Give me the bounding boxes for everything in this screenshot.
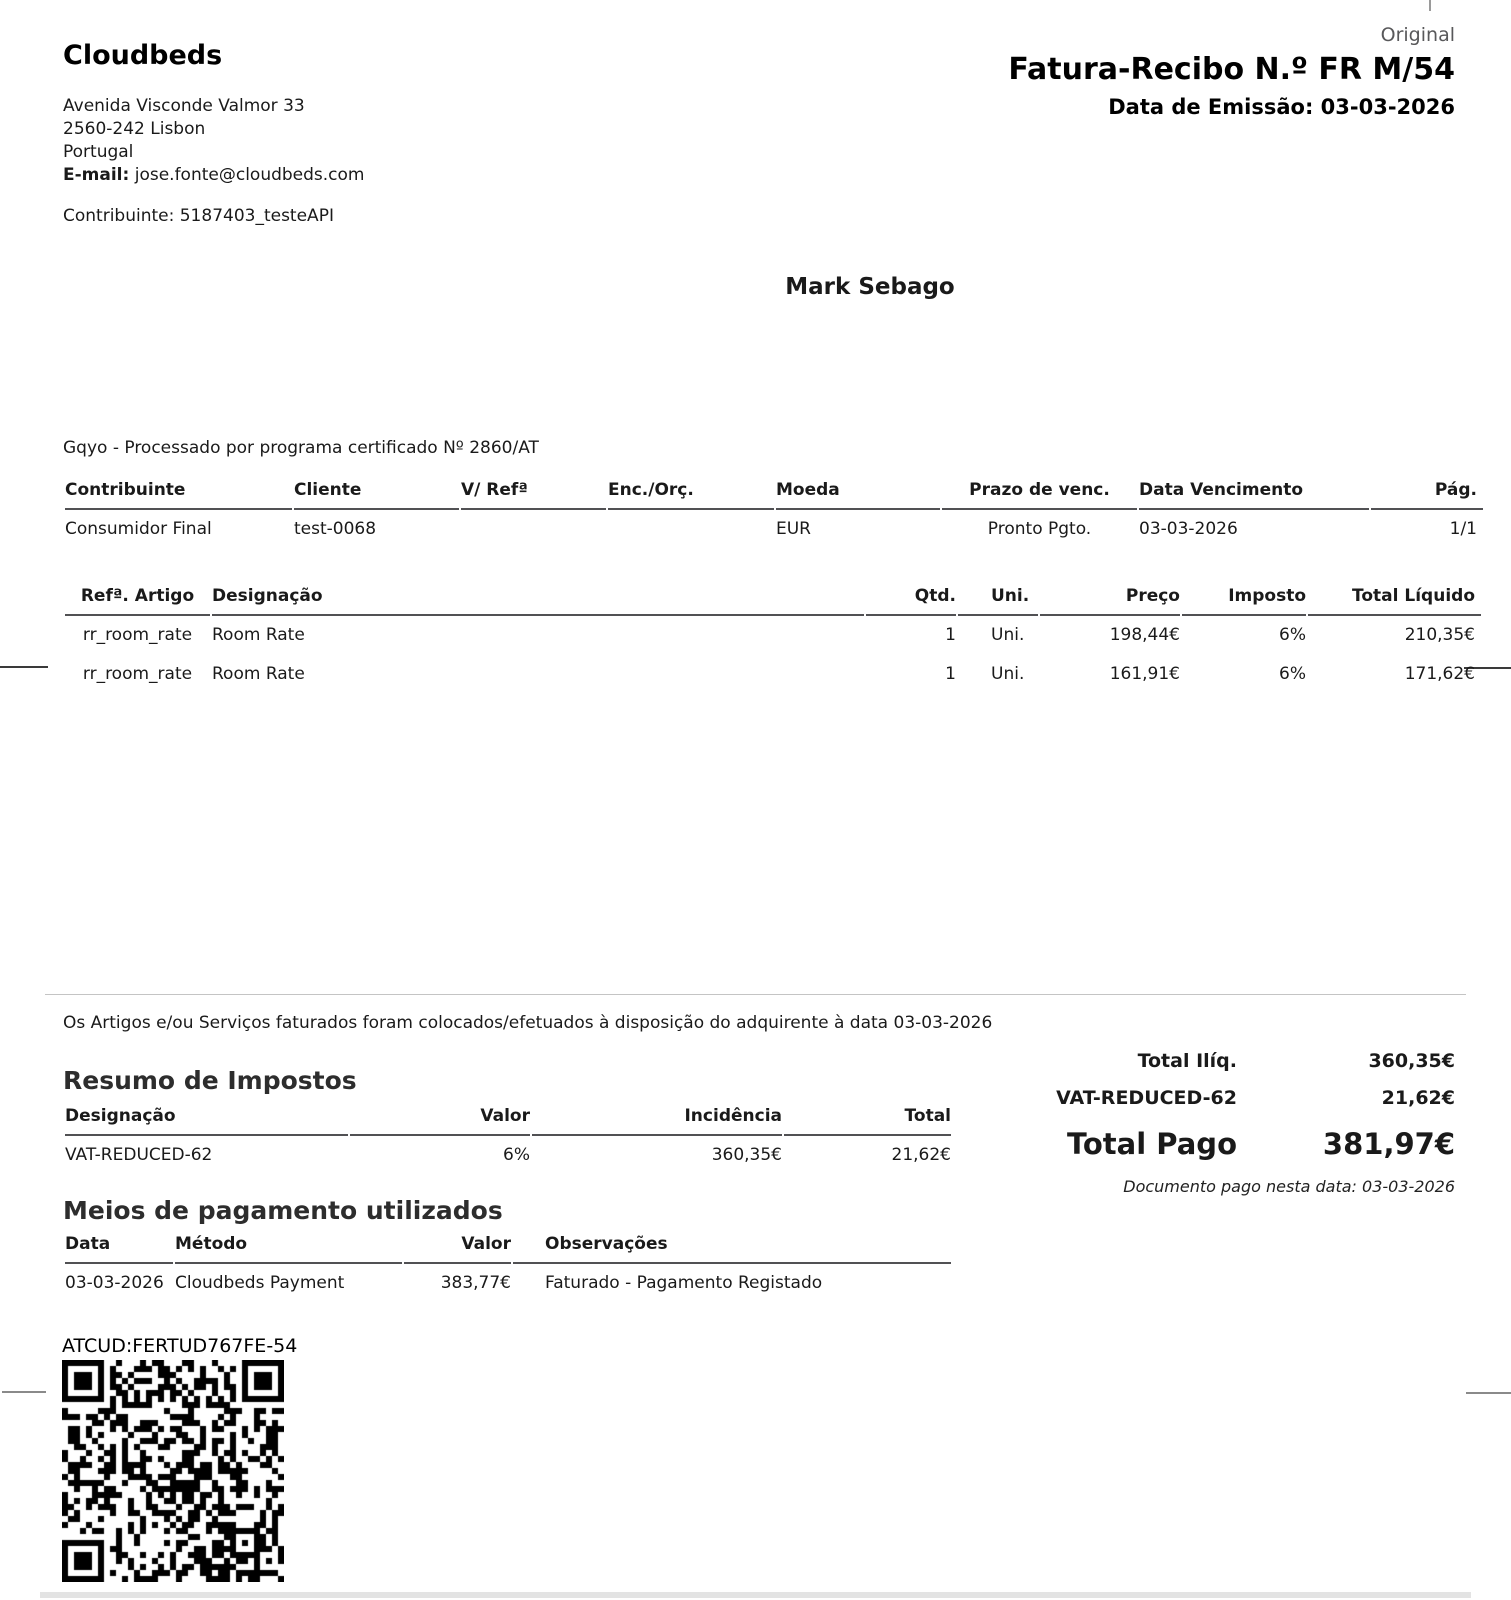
email-line	[63, 164, 365, 187]
col-header-metodo: Método	[175, 1232, 402, 1264]
total-paid-line	[1010, 1127, 1455, 1161]
col-header-valor: Valor	[350, 1104, 530, 1136]
col-header-moeda: Moeda	[776, 478, 940, 510]
address-line-1: Avenida Visconde Valmor 33	[63, 96, 305, 116]
cell-preco: 161,91€	[1109, 664, 1180, 684]
cell-valor: 6%	[503, 1145, 530, 1165]
col-header-ref-artigo: Refª. Artigo	[65, 584, 210, 616]
cell-qtd: 1	[945, 664, 956, 684]
cell-moeda: EUR	[776, 519, 811, 539]
payment-row	[65, 1264, 951, 1295]
total-illiq-value: 360,35€	[1368, 1050, 1455, 1072]
customer-name: Mark Sebago	[785, 274, 955, 300]
payments-table	[63, 1232, 953, 1295]
invoice-info-table	[63, 478, 1485, 541]
cell-ref-artigo: rr_room_rate	[82, 664, 193, 684]
col-header-data-vencimento: Data Vencimento	[1139, 478, 1369, 510]
cell-designacao: VAT-REDUCED-62	[65, 1145, 213, 1165]
cell-qtd: 1	[945, 625, 956, 645]
col-header-observacoes: Observações	[513, 1232, 951, 1264]
col-header-contribuinte: Contribuinte	[65, 478, 292, 510]
cell-ref-artigo: rr_room_rate	[82, 625, 193, 645]
email-value: jose.fonte@cloudbeds.com	[134, 165, 365, 185]
cell-total-liquido: 210,35€	[1404, 625, 1475, 645]
cell-uni: Uni.	[991, 664, 1025, 684]
cell-data-vencimento: 03-03-2026	[1139, 519, 1238, 539]
cell-total: 21,62€	[891, 1145, 951, 1165]
copy-label: Original	[1380, 24, 1455, 46]
cell-total-liquido: 171,62€	[1404, 664, 1475, 684]
tax-summary-title: Resumo de Impostos	[63, 1066, 357, 1095]
total-paid-label: Total Pago	[1066, 1127, 1237, 1161]
fold-mark-left-1	[0, 666, 48, 668]
total-illiq-label: Total Ilíq.	[1137, 1050, 1237, 1072]
qr-code	[62, 1360, 284, 1582]
totals-block	[1010, 1050, 1455, 1196]
paid-date-note: Documento pago nesta data: 03-03-2026	[1123, 1177, 1455, 1196]
fold-mark-left-2	[2, 1391, 46, 1393]
col-header-designacao: Designação	[65, 1104, 348, 1136]
cell-incidencia: 360,35€	[711, 1145, 782, 1165]
document-title: Fatura-Recibo N.º FR M/54	[1008, 52, 1455, 87]
cell-pag: 1/1	[1449, 519, 1477, 539]
col-header-qtd: Qtd.	[866, 584, 956, 616]
col-header-data: Data	[65, 1232, 173, 1264]
cell-cliente: test-0068	[294, 519, 377, 539]
item-row	[65, 655, 1481, 694]
vat-label: VAT-REDUCED-62	[1056, 1087, 1237, 1109]
company-name: Cloudbeds	[63, 40, 223, 71]
tax-summary-table	[63, 1104, 953, 1167]
cell-observacoes: Faturado - Pagamento Registado	[545, 1273, 823, 1293]
fold-mark-right-2	[1466, 1392, 1511, 1394]
company-address	[63, 95, 365, 187]
vat-value: 21,62€	[1381, 1087, 1455, 1109]
col-header-uni: Uni.	[958, 584, 1038, 616]
availability-note: Os Artigos e/ou Serviços faturados foram colocados/efetuados à disposição do adquirente à data 03-03-2026	[63, 1013, 993, 1033]
col-header-valor: Valor	[404, 1232, 511, 1264]
col-header-total-liquido: Total Líquido	[1308, 584, 1481, 616]
total-line	[1010, 1050, 1455, 1072]
cell-vref	[461, 510, 606, 541]
page-bottom-cutoff	[40, 1592, 1471, 1598]
col-header-enc-orc: Enc./Orç.	[608, 478, 774, 510]
cell-metodo: Cloudbeds Payment	[175, 1273, 345, 1293]
payments-title: Meios de pagamento utilizados	[63, 1196, 503, 1225]
cell-uni: Uni.	[991, 625, 1025, 645]
col-header-incidencia: Incidência	[532, 1104, 782, 1136]
cell-data: 03-03-2026	[65, 1273, 164, 1293]
line-items-table	[63, 584, 1483, 694]
atcud-label: ATCUD:FERTUD767FE-54	[62, 1335, 298, 1357]
cell-prazo: Pronto Pgto.	[987, 519, 1092, 539]
col-header-cliente: Cliente	[294, 478, 459, 510]
cell-valor: 383,77€	[440, 1273, 511, 1293]
cell-imposto: 6%	[1279, 664, 1306, 684]
col-header-prazo: Prazo de venc.	[942, 478, 1137, 510]
info-row	[65, 510, 1483, 541]
cell-enc-orc	[608, 510, 774, 541]
col-header-total: Total	[784, 1104, 951, 1136]
total-line	[1010, 1087, 1455, 1109]
col-header-preco: Preço	[1040, 584, 1180, 616]
section-separator	[45, 994, 1466, 995]
issue-date: Data de Emissão: 03-03-2026	[1108, 95, 1455, 119]
company-tax-id: Contribuinte: 5187403_testeAPI	[63, 206, 334, 226]
crop-mark-top-right	[1429, 0, 1431, 11]
address-line-2: 2560-242 Lisbon	[63, 119, 206, 139]
col-header-pag: Pág.	[1371, 478, 1483, 510]
cell-preco: 198,44€	[1109, 625, 1180, 645]
address-line-3: Portugal	[63, 142, 134, 162]
total-paid-value: 381,97€	[1322, 1127, 1455, 1161]
col-header-imposto: Imposto	[1182, 584, 1306, 616]
tax-row	[65, 1136, 951, 1167]
cell-designacao: Room Rate	[212, 664, 305, 684]
cell-imposto: 6%	[1279, 625, 1306, 645]
cell-contribuinte: Consumidor Final	[65, 519, 212, 539]
cell-designacao: Room Rate	[212, 625, 305, 645]
col-header-designacao: Designação	[212, 584, 864, 616]
item-row	[65, 616, 1481, 655]
certification-line: Gqyo - Processado por programa certificado Nº 2860/AT	[63, 438, 539, 458]
col-header-vref: V/ Refª	[461, 478, 606, 510]
email-label: E-mail:	[63, 165, 130, 185]
document-header	[1008, 22, 1455, 121]
